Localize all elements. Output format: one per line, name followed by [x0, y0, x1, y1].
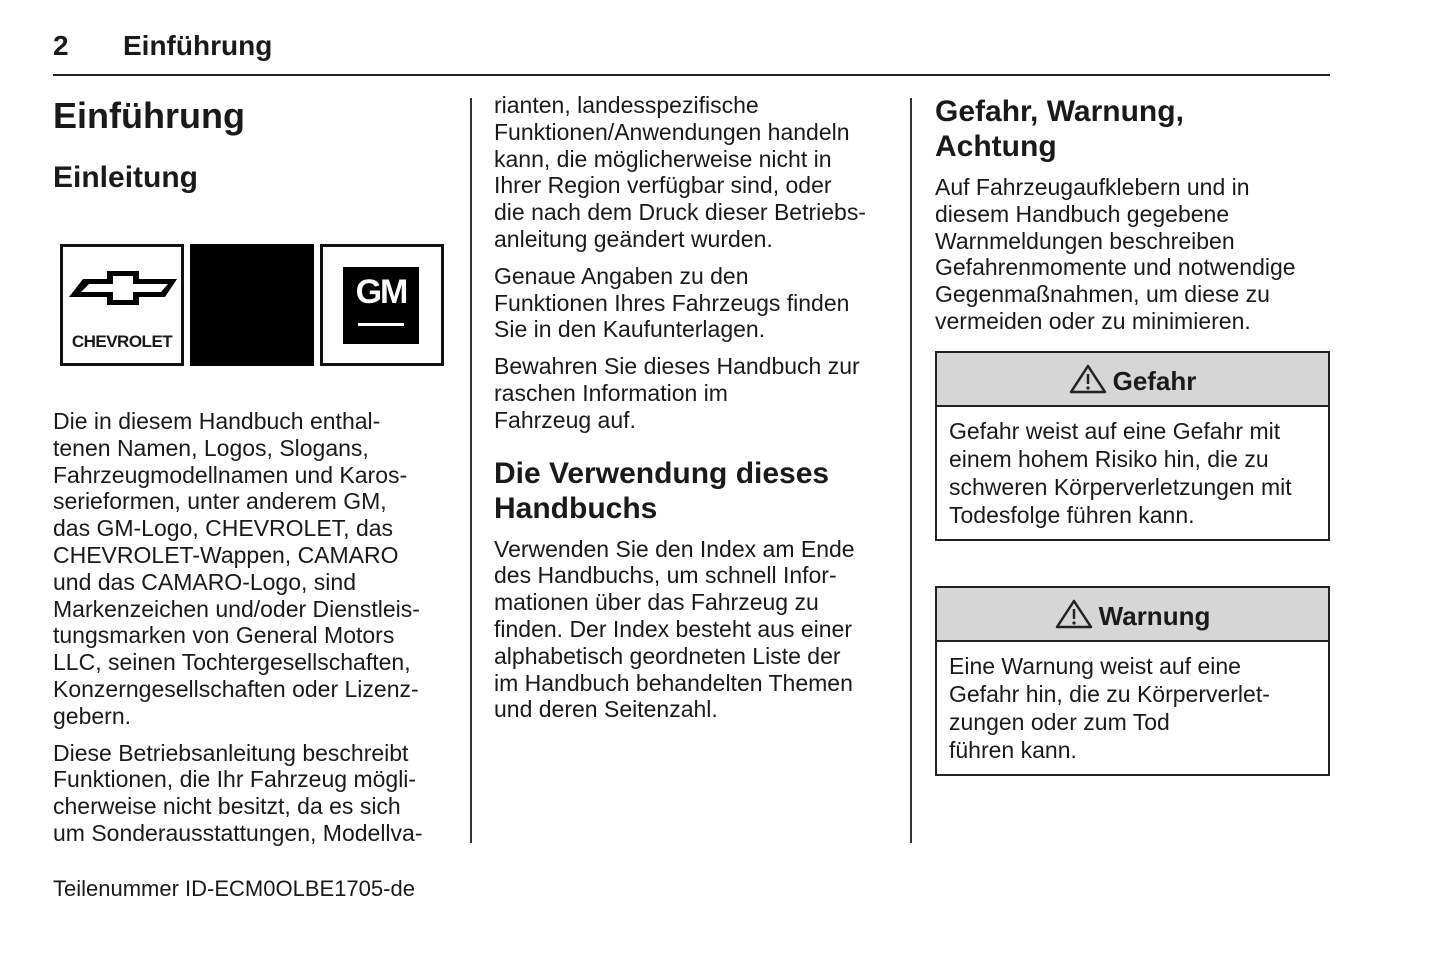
section-heading — [494, 456, 894, 526]
text-line: tungsmarken von General Motors — [53, 622, 395, 649]
text-line: mationen über das Fahrzeug zu — [494, 589, 819, 616]
page-number: 2 — [53, 30, 69, 61]
chevrolet-wordmark: CHEVROLET — [71, 332, 173, 351]
paragraph — [494, 353, 894, 433]
paragraph — [53, 408, 453, 730]
text-line: schweren Körperverletzungen mit — [949, 473, 1292, 500]
text-line: und deren Seitenzahl. — [494, 696, 718, 723]
paragraph — [494, 263, 894, 343]
text-line: Gefahr hin, die zu Körperverlet- — [949, 680, 1270, 707]
text-line: Funktionen Ihres Fahrzeugs finden — [494, 289, 850, 316]
warning-text — [937, 642, 1328, 774]
gm-wordmark: GM — [343, 267, 419, 344]
text-line: gebern. — [53, 702, 132, 729]
text-line: vermeiden oder zu minimieren. — [935, 307, 1251, 334]
text-line: Bewahren Sie dieses Handbuch zur — [494, 353, 860, 380]
text-line: Konzerngesellschaften oder Lizenz- — [53, 675, 419, 702]
text-line: Eine Warnung weist auf eine — [949, 652, 1241, 679]
header-rule — [53, 74, 1330, 76]
text-line: Diese Betriebsanleitung beschreibt — [53, 739, 409, 766]
text-line: Gefahr, Warnung, — [935, 95, 1184, 128]
text-line: Die Verwendung dieses — [494, 456, 830, 490]
text-line: Funktionen/Anwendungen handeln — [494, 118, 850, 145]
text-line: diesem Handbuch gegebene — [935, 200, 1230, 227]
section-heading: Einleitung — [53, 161, 198, 194]
text-line: Genaue Angaben zu den — [494, 262, 749, 289]
section-heading — [935, 94, 1335, 164]
chapter-title: Einführung — [53, 95, 245, 136]
text-line: Warnmeldungen beschreiben — [935, 227, 1235, 254]
paragraph — [494, 92, 894, 253]
danger-text — [937, 407, 1328, 539]
text-line: Handbuchs — [494, 491, 658, 525]
text-line: Funktionen, die Ihr Fahrzeug mögli- — [53, 766, 417, 793]
text-line: das GM-Logo, CHEVROLET, das — [53, 515, 394, 542]
text-line: einem hohem Risiko hin, die zu — [949, 445, 1269, 472]
text-line: um Sonderausstattungen, Modellva- — [53, 819, 423, 846]
middle-column — [494, 92, 894, 733]
text-line: des Handbuchs, um schnell Infor- — [494, 562, 837, 589]
part-number: Teilenummer ID-ECM0OLBE1705-de — [53, 876, 415, 901]
warning-box — [935, 586, 1330, 776]
text-line: Auf Fahrzeugaufklebern und in — [935, 174, 1250, 200]
text-line: rianten, landesspezifische — [494, 92, 759, 118]
text-line: Markenzeichen und/oder Dienstleis- — [53, 595, 420, 622]
text-line: Achtung — [935, 130, 1057, 163]
text-line: Todesfolge führen kann. — [949, 501, 1195, 528]
text-line: die nach dem Druck dieser Betriebs- — [494, 199, 866, 226]
danger-title: Gefahr — [1112, 365, 1197, 396]
right-column — [935, 92, 1335, 776]
text-line: Fahrzeug auf. — [494, 406, 636, 433]
chevrolet-logo — [60, 244, 184, 366]
text-line: cherweise nicht besitzt, da es sich — [53, 793, 401, 820]
text-line: Gegenmaßnahmen, um diese zu — [935, 281, 1270, 308]
warning-triangle-icon — [1069, 364, 1107, 394]
column-divider — [470, 98, 472, 843]
text-line: CHEVROLET-Wappen, CAMARO — [53, 541, 399, 568]
text-line: raschen Information im — [494, 379, 728, 406]
left-column — [53, 92, 453, 857]
text-line: und das CAMARO-Logo, sind — [53, 568, 356, 595]
section-title: Einführung — [123, 30, 273, 61]
text-line: Fahrzeugmodellnamen und Karos- — [53, 461, 408, 488]
warning-triangle-icon — [1055, 599, 1093, 629]
danger-box — [935, 351, 1330, 541]
gm-logo — [320, 244, 444, 366]
text-line: finden. Der Index besteht aus einer — [494, 615, 853, 642]
brand-logos — [60, 244, 453, 366]
text-line: anleitung geändert wurden. — [494, 225, 773, 252]
warning-title: Warnung — [1098, 600, 1211, 631]
text-line: Gefahr weist auf eine Gefahr mit — [949, 417, 1281, 444]
text-line: Verwenden Sie den Index am Ende — [494, 535, 855, 562]
text-line: Ihrer Region verfügbar sind, oder — [494, 172, 832, 199]
text-line: serieformen, unter anderem GM, — [53, 488, 387, 515]
paragraph — [53, 740, 453, 847]
paragraph — [935, 174, 1335, 335]
text-line: Gefahrenmomente und notwendige — [935, 254, 1296, 281]
paragraph — [494, 536, 894, 724]
danger-header — [937, 353, 1328, 407]
text-line: tenen Namen, Logos, Slogans, — [53, 434, 369, 461]
text-line: LLC, seinen Tochtergesellschaften, — [53, 649, 411, 676]
text-line: Sie in den Kaufunterlagen. — [494, 316, 766, 343]
text-line: alphabetisch geordneten Liste der — [494, 642, 841, 669]
column-divider — [910, 98, 912, 843]
text-line: führen kann. — [949, 736, 1077, 763]
text-line: im Handbuch behandelten Themen — [494, 669, 853, 696]
text-line: Die in diesem Handbuch enthal- — [53, 408, 381, 434]
text-line: kann, die möglicherweise nicht in — [494, 145, 832, 172]
warning-header — [937, 588, 1328, 642]
bowtie-icon — [69, 271, 177, 305]
blank-logo — [190, 244, 314, 366]
running-header — [53, 30, 272, 62]
text-line: zungen oder zum Tod — [949, 708, 1170, 735]
